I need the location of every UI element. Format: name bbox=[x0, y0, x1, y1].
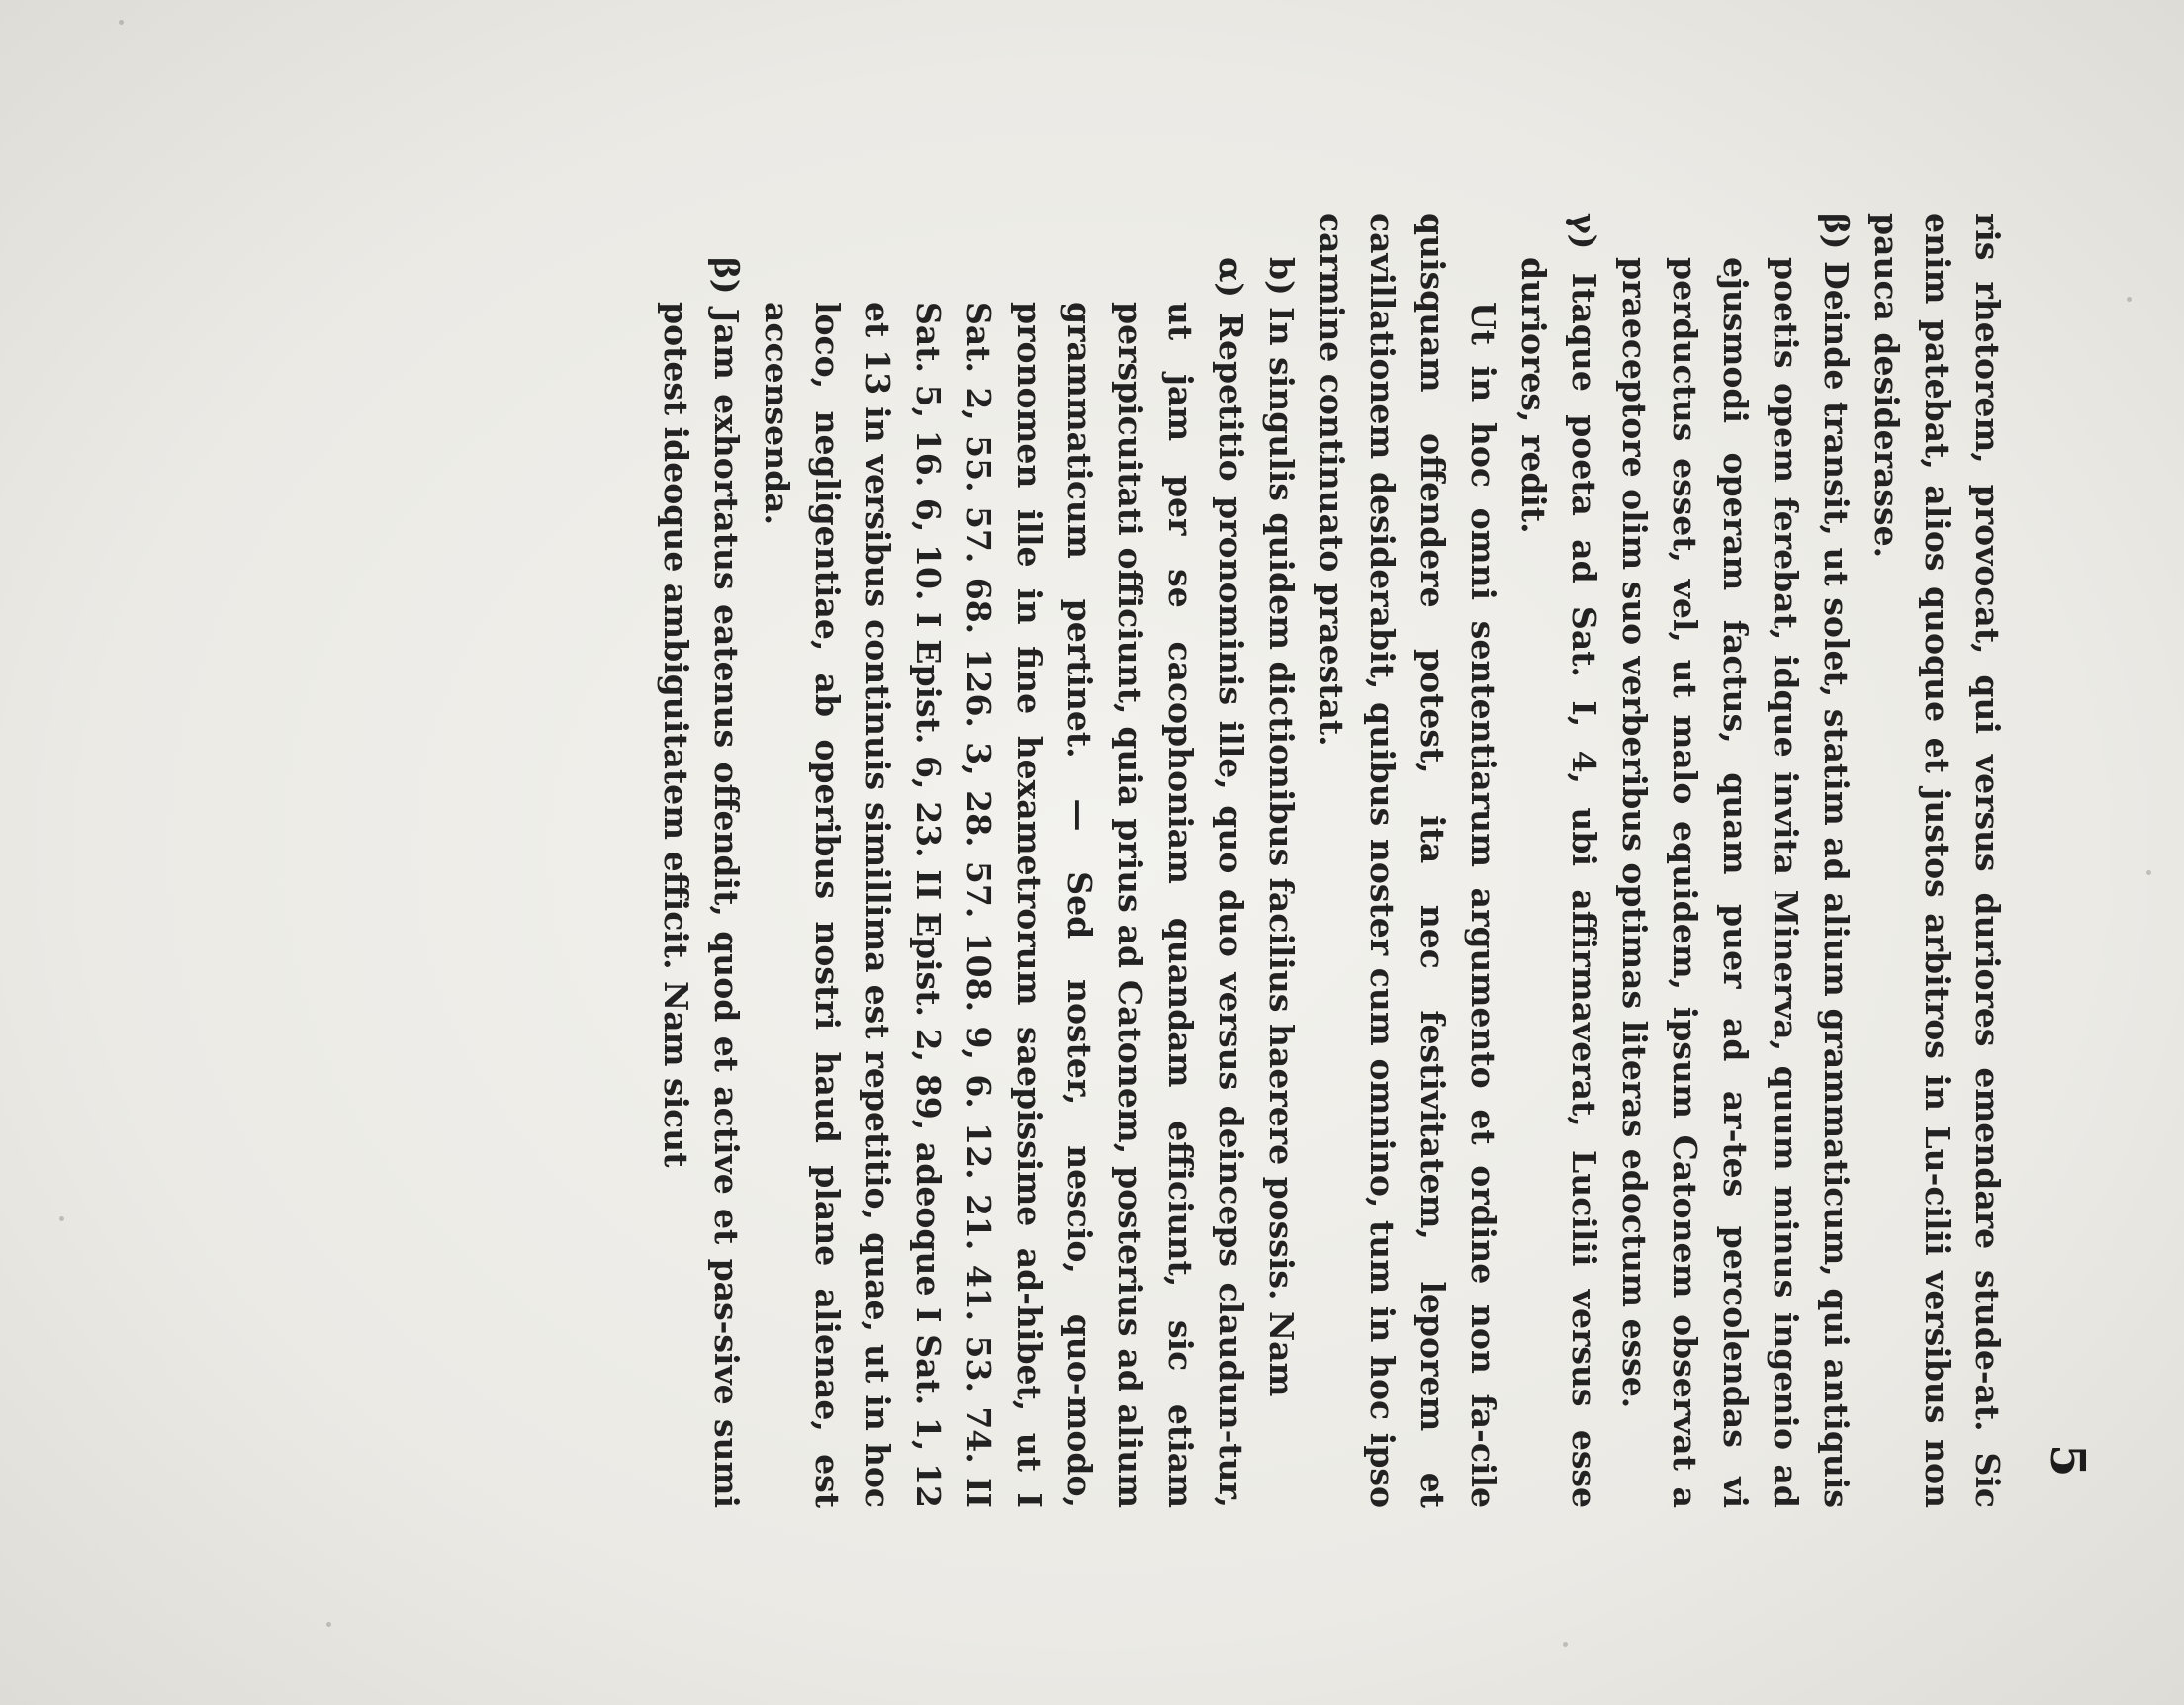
paragraph: γ) Itaque poeta ad Sat. I, 4, ubi affirmaverat, Lucilii versus esse duriores, redit. bbox=[1514, 213, 1603, 1508]
paragraph: β) Jam exhortatus eatenus offendit, quod et active et pas-sive sumi potest ideoque ambiguitatem efficit. Nam sicut bbox=[657, 257, 746, 1508]
paragraph: α) Repetitio pronominis ille, quo duo versus deinceps claudun-tur, ut jam per se cacophoniam quandam efficiunt, sic etiam perspicuitati officiunt, quia prius ad Catonem, posterius ad alium grammaticum pertinet. — Sed noster, nescio, quo-modo, pronomen ille in fine hexametrorum saepissime ad-hibet, ut I Sat. 2, 55. 57. 68. 126. 3, 28. 57. 108. 9, 6. 12. 21. 41. 53. 74. II Sat. 5, 16. 6, 10. I Epist. 6, 23. II Epist. 2, 89, adeoque I Sat. 1, 12 et 13 in versibus continuis simillima est repetitio, quae, ut in hoc loco, negligentiae, ab operibus nostri haud plane alienae, est accensenda. bbox=[758, 257, 1250, 1508]
page-number: 5 bbox=[2040, 1444, 2095, 1478]
body-text bbox=[651, 213, 2013, 1508]
paragraph: Ut in hoc omni sententiarum argumento et ordine non fa-cile quisquam offendere potest, ita nec festivitatem, leporem et cavillationem desiderabit, quibus noster cum omnino, tum in hoc ipso carmine continuato praestat. bbox=[1313, 213, 1502, 1508]
paragraph: β) Deinde transit, ut solet, statim ad alium grammaticum, qui antiquis poetis opem ferebat, idque invita Minerva, quum minus ingenio ad ejusmodi operam factus, quam puer ad ar-tes percolendas vi perductus esset, vel, ut malo equidem, ipsum Catonem observat a praeceptore olim suo verberibus optimas literas edoctum esse. bbox=[1615, 213, 1856, 1508]
paragraph: ris rhetorem, provocat, qui versus duriores emendare stude-at. Sic enim patebat, alios quoque et justos arbitros in Lu-cilii versibus non pauca desiderasse. bbox=[1867, 213, 2007, 1508]
paragraph: b) In singulis quidem dictionibus facilius haerere possis. Nam bbox=[1262, 257, 1301, 1397]
